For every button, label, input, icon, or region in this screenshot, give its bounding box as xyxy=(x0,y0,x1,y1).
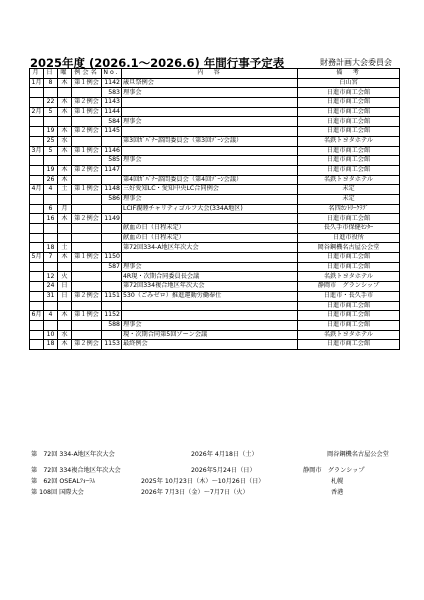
content-cell: 第72回334-A地区年次大会 xyxy=(122,243,298,253)
content-cell xyxy=(122,301,298,311)
weekday-cell xyxy=(58,224,72,234)
number-cell: 585 xyxy=(102,156,122,166)
meeting-cell xyxy=(72,204,102,214)
table-row xyxy=(30,88,400,98)
remark-cell: 名鉄トヨタホテル xyxy=(298,136,400,146)
meeting-cell: 第１例会 xyxy=(72,185,102,195)
content-cell: 献血の日（日程未定） xyxy=(122,233,298,243)
number-cell: 1153 xyxy=(102,340,122,350)
weekday-cell: 木 xyxy=(58,165,72,175)
meeting-cell: 第２例会 xyxy=(72,214,102,224)
content-cell xyxy=(122,214,298,224)
remark-cell: 日進市商工会館 xyxy=(298,107,400,117)
meeting-cell xyxy=(72,320,102,330)
day-cell: 22 xyxy=(44,98,58,108)
table-row xyxy=(30,253,400,263)
month-cell: 4月 xyxy=(31,185,42,193)
content-cell: 第72回334複合地区年次大会 xyxy=(122,282,298,292)
day-cell xyxy=(44,233,58,243)
remark-cell: 日進市商工会館 xyxy=(298,214,400,224)
weekday-cell: 木 xyxy=(58,107,72,117)
table-row xyxy=(30,98,400,108)
content-cell: 4R現・次期合同委員長会議 xyxy=(122,272,298,282)
month-cell xyxy=(30,262,44,272)
header-content: 内 容 xyxy=(122,69,298,79)
table-row xyxy=(30,224,400,234)
content-cell: 現・次期合同第5回ゾーン会議 xyxy=(122,330,298,340)
month-cell xyxy=(30,175,44,185)
day-cell xyxy=(44,156,58,166)
weekday-cell xyxy=(58,262,72,272)
table-row xyxy=(30,243,400,253)
table-row xyxy=(30,136,400,146)
table-row xyxy=(30,272,400,282)
month-cell xyxy=(30,320,44,330)
table-row xyxy=(30,117,400,127)
schedule-table xyxy=(29,68,400,350)
content-cell xyxy=(122,127,298,137)
number-cell: 1143 xyxy=(102,98,122,108)
weekday-cell: 土 xyxy=(58,243,72,253)
meeting-cell xyxy=(72,243,102,253)
day-cell xyxy=(44,224,58,234)
month-cell xyxy=(30,291,44,301)
remark-cell: 日進市・長久手市 xyxy=(298,291,400,301)
month-cell xyxy=(30,214,44,224)
event-label: 第 62回 OSEALﾌｫｰﾗﾑ xyxy=(31,478,96,485)
remark-cell: 日進市商工会館 xyxy=(298,320,400,330)
header-weekday: 曜 xyxy=(58,69,72,79)
day-cell: 18 xyxy=(44,340,58,350)
event-label: 第 108回 国際大会 xyxy=(31,489,84,496)
day-cell: 25 xyxy=(44,136,58,146)
day-cell: 6 xyxy=(44,204,58,214)
remark-cell: 白山宮 xyxy=(298,78,400,88)
weekday-cell xyxy=(58,301,72,311)
month-cell: 5月 xyxy=(31,253,42,261)
number-cell xyxy=(102,301,122,311)
weekday-cell xyxy=(58,194,72,204)
number-cell: 1142 xyxy=(102,78,122,88)
remark-cell: 日進市商工会館 xyxy=(298,165,400,175)
event-label: 第 72回 334-A地区年次大会 xyxy=(31,451,115,458)
weekday-cell: 土 xyxy=(58,185,72,195)
event-date: 2026年5月24日（日） xyxy=(191,467,256,474)
day-cell: 10 xyxy=(44,330,58,340)
header-month: 月 xyxy=(30,69,44,79)
weekday-cell xyxy=(58,88,72,98)
number-cell: 1145 xyxy=(102,127,122,137)
month-cell xyxy=(30,127,44,137)
meeting-cell xyxy=(72,262,102,272)
meeting-cell xyxy=(72,330,102,340)
table-row xyxy=(30,214,400,224)
day-cell: 4 xyxy=(44,185,58,195)
table-row xyxy=(30,78,400,88)
weekday-cell: 木 xyxy=(58,340,72,350)
day-cell: 16 xyxy=(44,214,58,224)
weekday-cell: 水 xyxy=(58,136,72,146)
number-cell: 1144 xyxy=(102,107,122,117)
content-cell: 最終例会 xyxy=(122,340,298,350)
content-cell: 理事会 xyxy=(122,156,298,166)
table-row xyxy=(30,320,400,330)
day-cell: 26 xyxy=(44,175,58,185)
table-row xyxy=(30,146,400,156)
content-cell xyxy=(122,165,298,175)
number-cell: 1146 xyxy=(102,146,122,156)
day-cell: 8 xyxy=(44,78,58,88)
content-cell: 理事会 xyxy=(122,88,298,98)
month-cell xyxy=(30,156,44,166)
meeting-cell: 第２例会 xyxy=(72,340,102,350)
meeting-cell: 第１例会 xyxy=(72,146,102,156)
month-cell xyxy=(30,117,44,127)
page-title: 2025年度 (2026.1～2026.6) 年間行事予定表 xyxy=(30,56,285,70)
meeting-cell xyxy=(72,117,102,127)
number-cell: 583 xyxy=(102,88,122,98)
day-cell xyxy=(44,320,58,330)
table-row xyxy=(30,165,400,175)
remark-cell: 名鉄トヨタホテル xyxy=(298,175,400,185)
day-cell: 12 xyxy=(44,272,58,282)
number-cell: 588 xyxy=(102,320,122,330)
content-cell: 理事会 xyxy=(122,320,298,330)
weekday-cell: 木 xyxy=(58,78,72,88)
meeting-cell xyxy=(72,175,102,185)
meeting-cell: 第１例会 xyxy=(72,78,102,88)
number-cell: 1149 xyxy=(102,214,122,224)
month-cell xyxy=(30,165,44,175)
weekday-cell: 日 xyxy=(58,291,72,301)
remark-cell: 日進市商工会館 xyxy=(298,253,400,263)
month-cell: 3月 xyxy=(31,146,42,154)
content-cell xyxy=(122,311,298,321)
content-cell: 献血の日（日程未定） xyxy=(122,224,298,234)
remark-cell: 未定 xyxy=(298,185,400,195)
remark-cell: 日進市商工会館 xyxy=(298,301,400,311)
content-cell: 第3回ｶﾞﾊﾞﾅｰ諮問委員会（第3回ｿﾞｰﾝ会議） xyxy=(122,136,298,146)
weekday-cell: 木 xyxy=(58,127,72,137)
event-date: 2026年 7月3日（金）～7月7日（火） xyxy=(141,489,249,496)
month-cell xyxy=(30,233,44,243)
table-row xyxy=(30,185,400,195)
remark-cell: 日進市商工会館 xyxy=(298,156,400,166)
content-cell: LCIF親睦チャリティゴルフ大会(334A地区) xyxy=(122,204,298,214)
weekday-cell: 木 xyxy=(58,175,72,185)
remark-cell: 日進市役所 xyxy=(298,233,400,243)
number-cell: 1150 xyxy=(102,253,122,263)
day-cell xyxy=(44,88,58,98)
number-cell: 1152 xyxy=(102,311,122,321)
table-row xyxy=(30,107,400,117)
meeting-cell: 第２例会 xyxy=(72,165,102,175)
remark-cell: 名鉄トヨタホテル xyxy=(298,330,400,340)
remark-cell: 日進市商工会館 xyxy=(298,117,400,127)
day-cell: 19 xyxy=(44,127,58,137)
number-cell: 587 xyxy=(102,262,122,272)
content-cell xyxy=(122,98,298,108)
event-place: 札幌 xyxy=(331,478,344,485)
table-row xyxy=(30,301,400,311)
weekday-cell: 木 xyxy=(58,311,72,321)
event-date: 2026年 4月18日（土） xyxy=(191,451,258,458)
month-cell xyxy=(30,282,44,292)
month-cell xyxy=(30,88,44,98)
table-row xyxy=(30,194,400,204)
meeting-cell: 第１例会 xyxy=(72,311,102,321)
remark-cell: 日進市商工会館 xyxy=(298,311,400,321)
remark-cell: 日進市商工会館 xyxy=(298,340,400,350)
meeting-cell xyxy=(72,272,102,282)
day-cell: 7 xyxy=(44,253,58,263)
number-cell xyxy=(102,224,122,234)
number-cell xyxy=(102,282,122,292)
number-cell xyxy=(102,204,122,214)
month-cell: 2月 xyxy=(31,107,42,115)
meeting-cell: 第１例会 xyxy=(72,253,102,263)
month-cell: 6月 xyxy=(31,311,42,319)
meeting-cell: 第２例会 xyxy=(72,127,102,137)
event-label: 第 72回 334複合地区年次大会 xyxy=(31,467,121,474)
table-row xyxy=(30,233,400,243)
table-row xyxy=(30,291,400,301)
month-cell xyxy=(30,330,44,340)
table-row xyxy=(30,204,400,214)
event-place: 静岡市 グランシップ xyxy=(303,467,365,474)
meeting-cell xyxy=(72,194,102,204)
weekday-cell: 月 xyxy=(58,204,72,214)
number-cell xyxy=(102,330,122,340)
content-cell: 理事会 xyxy=(122,262,298,272)
day-cell: 5 xyxy=(44,146,58,156)
content-cell xyxy=(122,107,298,117)
content-cell: 第4回ｶﾞﾊﾞﾅｰ諮問委員会（第4回ｿﾞｰﾝ会議） xyxy=(122,175,298,185)
weekday-cell xyxy=(58,320,72,330)
remark-cell: 日進市商工会館 xyxy=(298,98,400,108)
number-cell xyxy=(102,136,122,146)
weekday-cell: 木 xyxy=(58,253,72,263)
event-place: 岡谷鋼機名古屋公会堂 xyxy=(327,451,389,458)
remark-cell: 名鉄トヨタホテル xyxy=(298,272,400,282)
day-cell xyxy=(44,194,58,204)
month-cell xyxy=(30,272,44,282)
number-cell xyxy=(102,175,122,185)
meeting-cell xyxy=(72,224,102,234)
number-cell xyxy=(102,233,122,243)
meeting-cell xyxy=(72,136,102,146)
table-row xyxy=(30,175,400,185)
month-cell: 1月 xyxy=(31,78,42,86)
month-cell xyxy=(30,224,44,234)
meeting-cell xyxy=(72,282,102,292)
event-place: 香港 xyxy=(331,489,344,496)
month-cell xyxy=(30,98,44,108)
month-cell xyxy=(30,301,44,311)
weekday-cell: 木 xyxy=(58,214,72,224)
table-row xyxy=(30,156,400,166)
day-cell: 31 xyxy=(44,291,58,301)
number-cell xyxy=(102,243,122,253)
remark-cell: 未定 xyxy=(298,194,400,204)
number-cell: 584 xyxy=(102,117,122,127)
content-cell xyxy=(122,253,298,263)
header-remarks: 備 考 xyxy=(298,69,400,79)
weekday-cell: 日 xyxy=(58,282,72,292)
remark-cell: 日進市商工会館 xyxy=(298,262,400,272)
remark-cell: 名四ｶﾝﾄﾘｰｸﾗﾌﾞ xyxy=(298,204,400,214)
header-day: 日 xyxy=(44,69,58,79)
number-cell xyxy=(102,272,122,282)
content-cell: 530（ごみゼロ）推進運動労働奉仕 xyxy=(122,291,298,301)
number-cell: 1151 xyxy=(102,291,122,301)
content-cell: 三好愛知LC・愛知中央LC合同例会 xyxy=(122,185,298,195)
number-cell: 1148 xyxy=(102,185,122,195)
month-cell xyxy=(30,136,44,146)
number-cell: 586 xyxy=(102,194,122,204)
day-cell xyxy=(44,262,58,272)
meeting-cell: 第１例会 xyxy=(72,107,102,117)
number-cell: 1147 xyxy=(102,165,122,175)
table-row xyxy=(30,262,400,272)
remark-cell: 日進市商工会館 xyxy=(298,88,400,98)
weekday-cell xyxy=(58,156,72,166)
meeting-cell: 第２例会 xyxy=(72,98,102,108)
content-cell: 理事会 xyxy=(122,117,298,127)
remark-cell: 日進市商工会館 xyxy=(298,146,400,156)
header-meeting: 例会名 xyxy=(72,69,102,79)
weekday-cell: 火 xyxy=(58,272,72,282)
header-number: No. xyxy=(103,69,120,77)
month-cell xyxy=(30,204,44,214)
table-row xyxy=(30,282,400,292)
content-cell xyxy=(122,146,298,156)
weekday-cell: 木 xyxy=(58,98,72,108)
remark-cell: 岡谷鋼機名古屋公会堂 xyxy=(298,243,400,253)
month-cell xyxy=(30,243,44,253)
table-row xyxy=(30,330,400,340)
meeting-cell xyxy=(72,88,102,98)
day-cell: 19 xyxy=(44,165,58,175)
meeting-cell xyxy=(72,156,102,166)
day-cell xyxy=(44,301,58,311)
day-cell: 4 xyxy=(44,311,58,321)
weekday-cell: 水 xyxy=(58,330,72,340)
day-cell: 24 xyxy=(44,282,58,292)
day-cell: 5 xyxy=(44,107,58,117)
weekday-cell xyxy=(58,233,72,243)
day-cell xyxy=(44,117,58,127)
weekday-cell xyxy=(58,117,72,127)
table-row xyxy=(30,127,400,137)
month-cell xyxy=(30,340,44,350)
meeting-cell xyxy=(72,301,102,311)
remark-cell: 日進市商工会館 xyxy=(298,127,400,137)
remark-cell: 長久手市保健ｾﾝﾀｰ xyxy=(298,224,400,234)
meeting-cell: 第２例会 xyxy=(72,291,102,301)
header-row xyxy=(30,69,400,79)
weekday-cell: 木 xyxy=(58,146,72,156)
day-cell: 18 xyxy=(44,243,58,253)
content-cell: 歳旦祭例会 xyxy=(122,78,298,88)
content-cell: 理事会 xyxy=(122,194,298,204)
meeting-cell xyxy=(72,233,102,243)
remark-cell: 静岡市 グランシップ xyxy=(298,282,400,292)
table-row xyxy=(30,340,400,350)
month-cell xyxy=(30,194,44,204)
table-row xyxy=(30,311,400,321)
organization-name: 財務計画大会委員会 xyxy=(320,58,392,67)
event-date: 2025年 10月23日（木）～10月26日（日） xyxy=(141,478,265,485)
